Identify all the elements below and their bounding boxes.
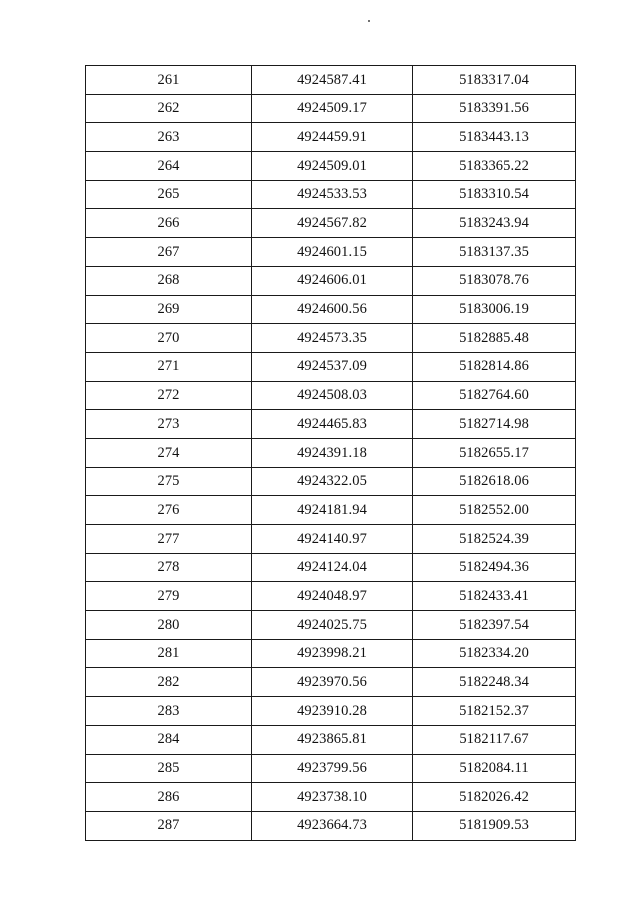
point-number-cell: 275 [86, 467, 252, 496]
table-row [86, 697, 576, 726]
x-coordinate-cell: 4923970.56 [252, 668, 413, 697]
y-coordinate-cell: 5181909.53 [413, 811, 576, 840]
y-coordinate-cell: 5182248.34 [413, 668, 576, 697]
x-coordinate-cell: 4924509.17 [252, 94, 413, 123]
point-number-cell: 278 [86, 553, 252, 582]
y-coordinate-cell: 5182524.39 [413, 525, 576, 554]
point-number-cell: 267 [86, 238, 252, 267]
x-coordinate-cell: 4924459.91 [252, 123, 413, 152]
y-coordinate-cell: 5182885.48 [413, 324, 576, 353]
table-row [86, 639, 576, 668]
point-number-cell: 276 [86, 496, 252, 525]
y-coordinate-cell: 5182764.60 [413, 381, 576, 410]
table-row [86, 611, 576, 640]
x-coordinate-cell: 4923799.56 [252, 754, 413, 783]
x-coordinate-cell: 4923910.28 [252, 697, 413, 726]
table-row [86, 66, 576, 95]
y-coordinate-cell: 5182494.36 [413, 553, 576, 582]
point-number-cell: 262 [86, 94, 252, 123]
y-coordinate-cell: 5182618.06 [413, 467, 576, 496]
y-coordinate-cell: 5182334.20 [413, 639, 576, 668]
y-coordinate-cell: 5182397.54 [413, 611, 576, 640]
point-number-cell: 270 [86, 324, 252, 353]
y-coordinate-cell: 5182084.11 [413, 754, 576, 783]
table-row [86, 783, 576, 812]
x-coordinate-cell: 4924322.05 [252, 467, 413, 496]
point-number-cell: 285 [86, 754, 252, 783]
x-coordinate-cell: 4924600.56 [252, 295, 413, 324]
x-coordinate-cell: 4924533.53 [252, 180, 413, 209]
y-coordinate-cell: 5182117.67 [413, 725, 576, 754]
x-coordinate-cell: 4924391.18 [252, 438, 413, 467]
table-row [86, 152, 576, 181]
table-row [86, 266, 576, 295]
scan-speck [368, 20, 370, 22]
y-coordinate-cell: 5183137.35 [413, 238, 576, 267]
y-coordinate-cell: 5182026.42 [413, 783, 576, 812]
x-coordinate-cell: 4924509.01 [252, 152, 413, 181]
y-coordinate-cell: 5182552.00 [413, 496, 576, 525]
point-number-cell: 271 [86, 352, 252, 381]
point-number-cell: 269 [86, 295, 252, 324]
y-coordinate-cell: 5183391.56 [413, 94, 576, 123]
y-coordinate-cell: 5182814.86 [413, 352, 576, 381]
y-coordinate-cell: 5183310.54 [413, 180, 576, 209]
x-coordinate-cell: 4924124.04 [252, 553, 413, 582]
point-number-cell: 264 [86, 152, 252, 181]
x-coordinate-cell: 4924508.03 [252, 381, 413, 410]
point-number-cell: 286 [86, 783, 252, 812]
point-number-cell: 266 [86, 209, 252, 238]
y-coordinate-cell: 5182152.37 [413, 697, 576, 726]
point-number-cell: 274 [86, 438, 252, 467]
point-number-cell: 282 [86, 668, 252, 697]
point-number-cell: 263 [86, 123, 252, 152]
point-number-cell: 261 [86, 66, 252, 95]
table-row [86, 209, 576, 238]
y-coordinate-cell: 5182655.17 [413, 438, 576, 467]
y-coordinate-cell: 5183365.22 [413, 152, 576, 181]
table-row [86, 295, 576, 324]
point-number-cell: 277 [86, 525, 252, 554]
x-coordinate-cell: 4924181.94 [252, 496, 413, 525]
table-row [86, 123, 576, 152]
table-row [86, 754, 576, 783]
x-coordinate-cell: 4923664.73 [252, 811, 413, 840]
x-coordinate-cell: 4924025.75 [252, 611, 413, 640]
point-number-cell: 284 [86, 725, 252, 754]
x-coordinate-cell: 4924537.09 [252, 352, 413, 381]
x-coordinate-cell: 4924601.15 [252, 238, 413, 267]
point-number-cell: 279 [86, 582, 252, 611]
x-coordinate-cell: 4924140.97 [252, 525, 413, 554]
x-coordinate-cell: 4923998.21 [252, 639, 413, 668]
point-number-cell: 268 [86, 266, 252, 295]
coordinate-table [85, 65, 576, 841]
x-coordinate-cell: 4924587.41 [252, 66, 413, 95]
x-coordinate-cell: 4923865.81 [252, 725, 413, 754]
table-row [86, 180, 576, 209]
point-number-cell: 283 [86, 697, 252, 726]
point-number-cell: 273 [86, 410, 252, 439]
table-row [86, 410, 576, 439]
table-row [86, 438, 576, 467]
y-coordinate-cell: 5182433.41 [413, 582, 576, 611]
y-coordinate-cell: 5182714.98 [413, 410, 576, 439]
y-coordinate-cell: 5183006.19 [413, 295, 576, 324]
table-row [86, 582, 576, 611]
x-coordinate-cell: 4924567.82 [252, 209, 413, 238]
x-coordinate-cell: 4924465.83 [252, 410, 413, 439]
point-number-cell: 272 [86, 381, 252, 410]
table-row [86, 467, 576, 496]
table-row [86, 525, 576, 554]
table-row [86, 238, 576, 267]
point-number-cell: 280 [86, 611, 252, 640]
point-number-cell: 287 [86, 811, 252, 840]
x-coordinate-cell: 4924573.35 [252, 324, 413, 353]
table-row [86, 668, 576, 697]
table-row [86, 553, 576, 582]
y-coordinate-cell: 5183317.04 [413, 66, 576, 95]
table-row [86, 352, 576, 381]
point-number-cell: 281 [86, 639, 252, 668]
x-coordinate-cell: 4923738.10 [252, 783, 413, 812]
table-row [86, 811, 576, 840]
table-row [86, 94, 576, 123]
y-coordinate-cell: 5183078.76 [413, 266, 576, 295]
x-coordinate-cell: 4924606.01 [252, 266, 413, 295]
table-row [86, 496, 576, 525]
y-coordinate-cell: 5183243.94 [413, 209, 576, 238]
y-coordinate-cell: 5183443.13 [413, 123, 576, 152]
table-row [86, 324, 576, 353]
table-row [86, 725, 576, 754]
x-coordinate-cell: 4924048.97 [252, 582, 413, 611]
table-row [86, 381, 576, 410]
table-body [86, 66, 576, 841]
point-number-cell: 265 [86, 180, 252, 209]
